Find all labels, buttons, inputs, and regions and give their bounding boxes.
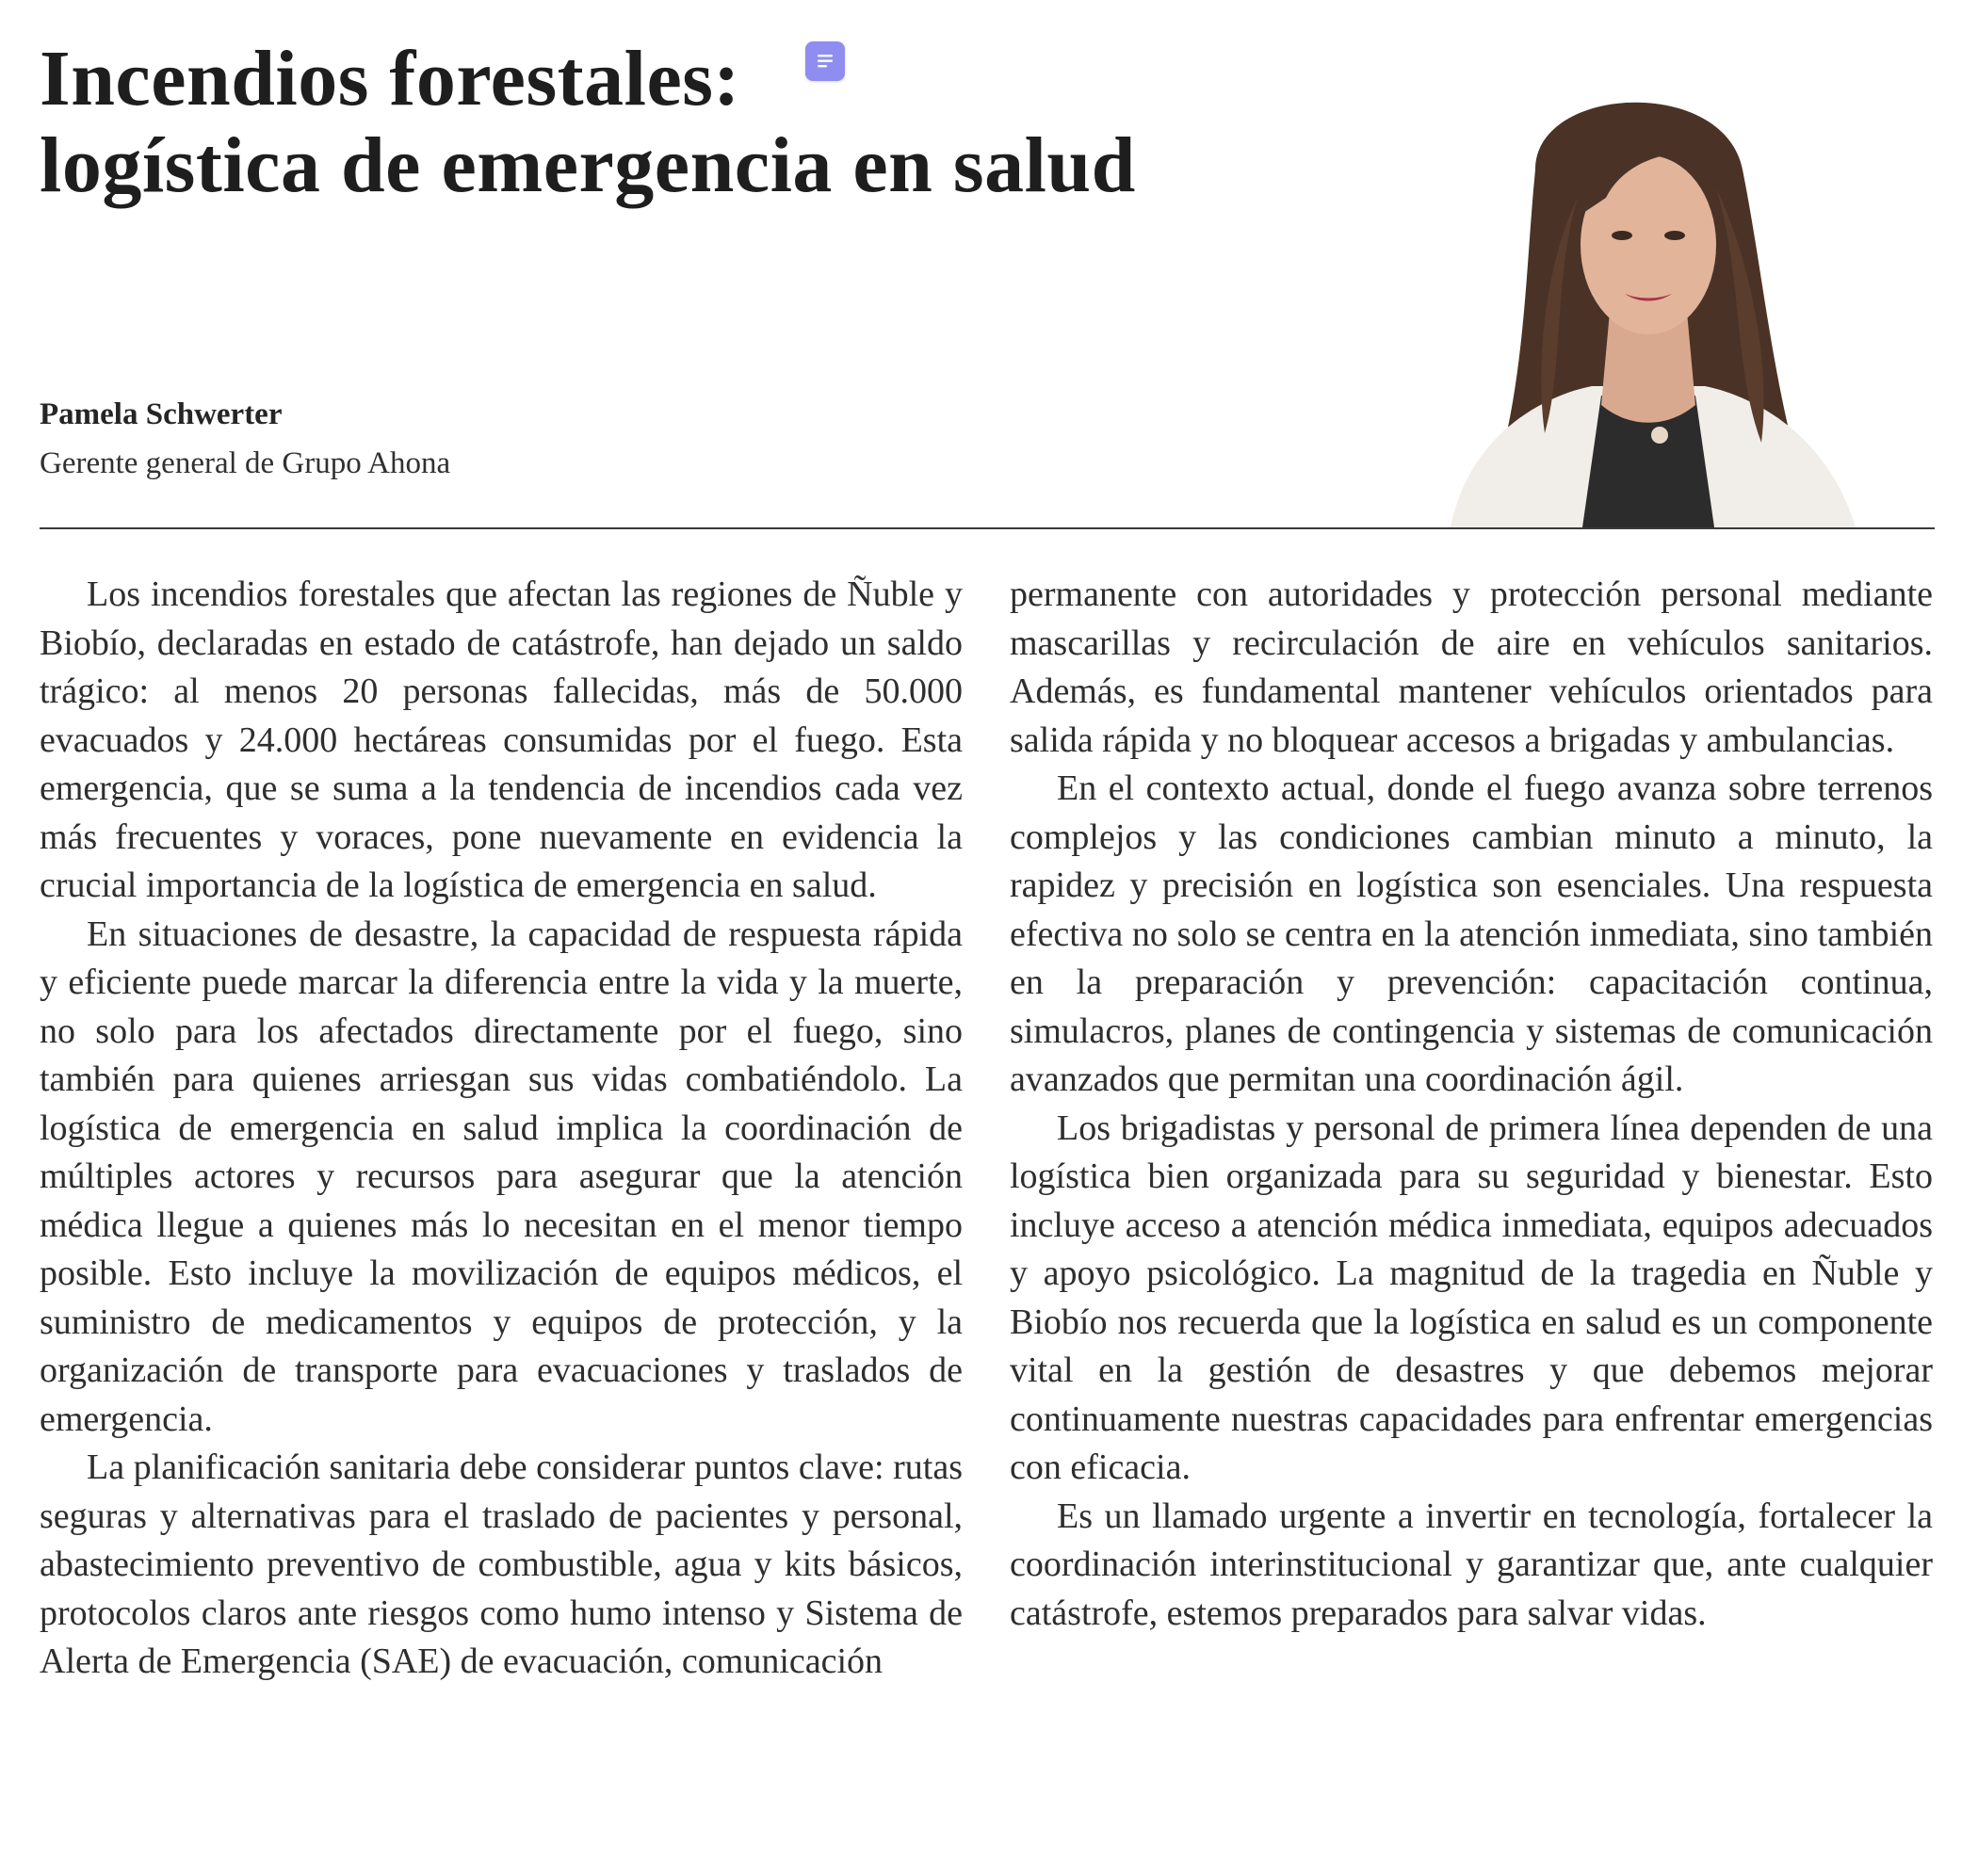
paragraph: Los brigadistas y personal de primera línea dependen de una logística bien organizada para su seguridad y bienestar. Esto incluye acceso a atención médica inmediata, equipos adecuados y apoyo psicológico. La magnitud de la tragedia en Ñuble y Biobío nos recuerda que la logística en salud es un componente vital en la gestión de desastres y que debemos mejorar continuamente nuestras capacidades para enfrentar emergencias con eficacia. xyxy=(1010,1108,1933,1487)
author-role: Gerente general de Grupo Ahona xyxy=(40,446,451,480)
title-line-1: Incendios forestales: xyxy=(40,35,740,122)
author-portrait xyxy=(1413,57,1884,527)
article-title xyxy=(40,36,1136,209)
paragraph: En situaciones de desastre, la capacidad de respuesta rápida y eficiente puede marcar la diferencia entre la vida y la muerte, no solo para los afectados directamente por el fuego, sino también para quienes arriesgan sus vidas combatiéndolo. La logística de emergencia en salud implica la coordinación de múltiples actores y recursos para asegurar que la atención médica llegue a quienes más lo necesitan en el menor tiempo posible. Esto incluye la movilización de equipos médicos, el suministro de medicamentos y equipos de protección, y la organización de transporte para evacuaciones y traslados de emergencia. xyxy=(40,914,963,1439)
article-column-left xyxy=(40,571,963,1687)
paragraph: Los incendios forestales que afectan las regiones de Ñuble y Biobío, declaradas en estado de catástrofe, han dejado un saldo trágico: al menos 20 personas fallecidas, más de 50.000 evacuados y 24.000 hectáreas consumidas por el fuego. Esta emergencia, que se suma a la tendencia de incendios cada vez más frecuentes y voraces, pone nuevamente en evidencia la crucial importancia de la logística de emergencia en salud. xyxy=(40,574,963,905)
paragraph: Es un llamado urgente a invertir en tecnología, fortalecer la coordinación interinstitucional y garantizar que, ante cualquier catástrofe, estemos preparados para salvar vidas. xyxy=(1010,1496,1933,1633)
header-divider xyxy=(40,527,1935,529)
paragraph-continuation: permanente con autoridades y protección personal mediante mascarillas y recirculación de aire en vehículos sanitarios. Además, es fundamental mantener vehículos orientados para salida rápida y no bloquear accesos a brigadas y ambulancias. xyxy=(1010,574,1933,760)
article-column-right xyxy=(1010,571,1933,1638)
title-line-2: logística de emergencia en salud xyxy=(40,121,1136,209)
paragraph: En el contexto actual, donde el fuego avanza sobre terrenos complejos y las condiciones cambian minuto a minuto, la rapidez y precisión en logística son esenciales. Una respuesta efectiva no solo se centra en la atención inmediata, sino también en la preparación y prevención: capacitación continua, simulacros, planes de contingencia y sistemas de comunicación avanzados que permitan una coordinación ágil. xyxy=(1010,768,1933,1099)
note-icon[interactable] xyxy=(805,41,845,81)
author-name: Pamela Schwerter xyxy=(40,397,283,431)
paragraph: La planificación sanitaria debe considerar puntos clave: rutas seguras y alternativas para el traslado de pacientes y personal, abastecimiento preventivo de combustible, agua y kits básicos, protocolos claros ante riesgos como humo intenso y Sistema de Alerta de Emergencia (SAE) de evacuación, comunicación xyxy=(40,1447,963,1681)
